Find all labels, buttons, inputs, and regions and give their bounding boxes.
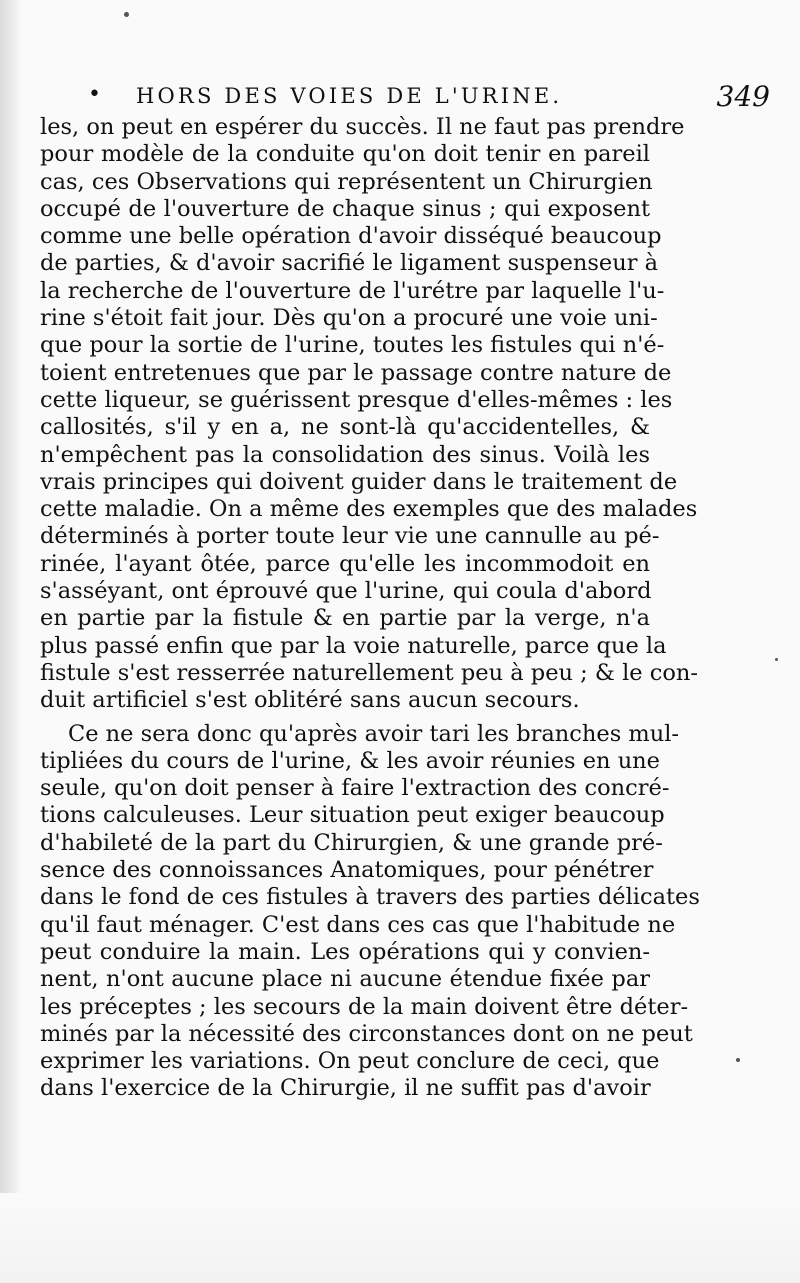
text-line: dans l'exercice de la Chirurgie, il ne suffit pas d'avoir	[40, 1075, 651, 1102]
text-line: qu'il faut ménager. C'est dans ces cas que l'habitude ne	[40, 911, 676, 938]
ink-speck	[124, 12, 129, 17]
text-line: dans le fond de ces fistules à travers des parties délicates	[40, 884, 700, 911]
text-line: d'habileté de la part du Chirurgien, & une grande pré-	[40, 829, 663, 856]
text-line: toient entretenues que par le passage contre nature de	[40, 359, 672, 386]
text-line: duit artificiel s'est oblitéré sans aucun secours.	[40, 687, 580, 714]
page-number: 349	[716, 80, 770, 113]
paragraph	[40, 720, 700, 1103]
text-line: tions calculeuses. Leur situation peut exiger beaucoup	[40, 802, 665, 829]
text-line: rinée, l'ayant ôtée, parce qu'elle les incommodoit en	[40, 550, 650, 577]
text-line: seule, qu'on doit penser à faire l'extraction des concré-	[40, 775, 670, 802]
text-line: exprimer les variations. On peut conclure de ceci, que	[40, 1048, 660, 1075]
running-header	[40, 78, 770, 118]
text-line: minés par la nécessité des circonstances dont on ne peut	[40, 1020, 693, 1047]
text-line: les préceptes ; les secours de la main doivent être déter-	[40, 993, 689, 1020]
page-gutter-shadow	[0, 0, 22, 1283]
text-line: rine s'étoit fait jour. Dès qu'on a procuré une voie uni-	[40, 305, 658, 332]
text-line: vrais principes qui doivent guider dans le traitement de	[40, 468, 678, 495]
text-line: la recherche de l'ouverture de l'urétre par laquelle l'u-	[40, 277, 665, 304]
text-line: sence des connoissances Anatomiques, pour pénétrer	[40, 857, 654, 884]
text-line: n'empêchent pas la consolidation des sinus. Voilà les	[40, 441, 650, 468]
text-line: de parties, & d'avoir sacrifié le ligament suspenseur à	[40, 250, 659, 277]
text-line: peut conduire la main. Les opérations qui y convien-	[40, 938, 650, 965]
text-line: les, on peut en espérer du succès. Il ne faut pas prendre	[40, 114, 685, 140]
text-line: occupé de l'ouverture de chaque sinus ; qui exposent	[40, 195, 650, 222]
text-line: cette liqueur, se guérissent presque d'elles-mêmes : les	[40, 386, 673, 413]
body-text	[40, 114, 700, 1103]
paragraph	[40, 114, 698, 715]
page-bottom-shade	[0, 1193, 800, 1283]
running-title: HORS DES VOIES DE L'URINE.	[136, 84, 563, 108]
text-line: nent, n'ont aucune place ni aucune étendue fixée par	[40, 966, 650, 993]
text-line: en partie par la fistule & en partie par la verge, n'a	[40, 605, 650, 632]
text-line: cette maladie. On a même des exemples que des malades	[40, 496, 698, 523]
text-line: callosités, s'il y en a, ne sont-là qu'accidentelles, &	[40, 414, 650, 441]
text-line: que pour la sortie de l'urine, toutes les fistules qui n'é-	[40, 332, 665, 359]
text-line: comme une belle opération d'avoir disséqué beaucoup	[40, 223, 662, 250]
text-line: plus passé enfin que par la voie naturelle, parce que la	[40, 632, 667, 659]
header-dot: •	[88, 82, 101, 107]
text-line: déterminés à porter toute leur vie une cannulle au pé-	[40, 523, 660, 550]
text-line: fistule s'est resserrée naturellement peu à peu ; & le con-	[40, 659, 698, 686]
text-line: tipliées du cours de l'urine, & les avoir réunies en une	[40, 747, 660, 774]
text-line: pour modèle de la conduite qu'on doit tenir en pareil	[40, 141, 650, 168]
ink-speck	[775, 658, 778, 661]
ink-speck	[736, 1058, 740, 1062]
text-line: Ce ne sera donc qu'après avoir tari les branches mul-	[68, 720, 680, 747]
text-line: s'asséyant, ont éprouvé que l'urine, qui coula d'abord	[40, 578, 652, 605]
text-line: cas, ces Observations qui représentent un Chirurgien	[40, 168, 653, 195]
